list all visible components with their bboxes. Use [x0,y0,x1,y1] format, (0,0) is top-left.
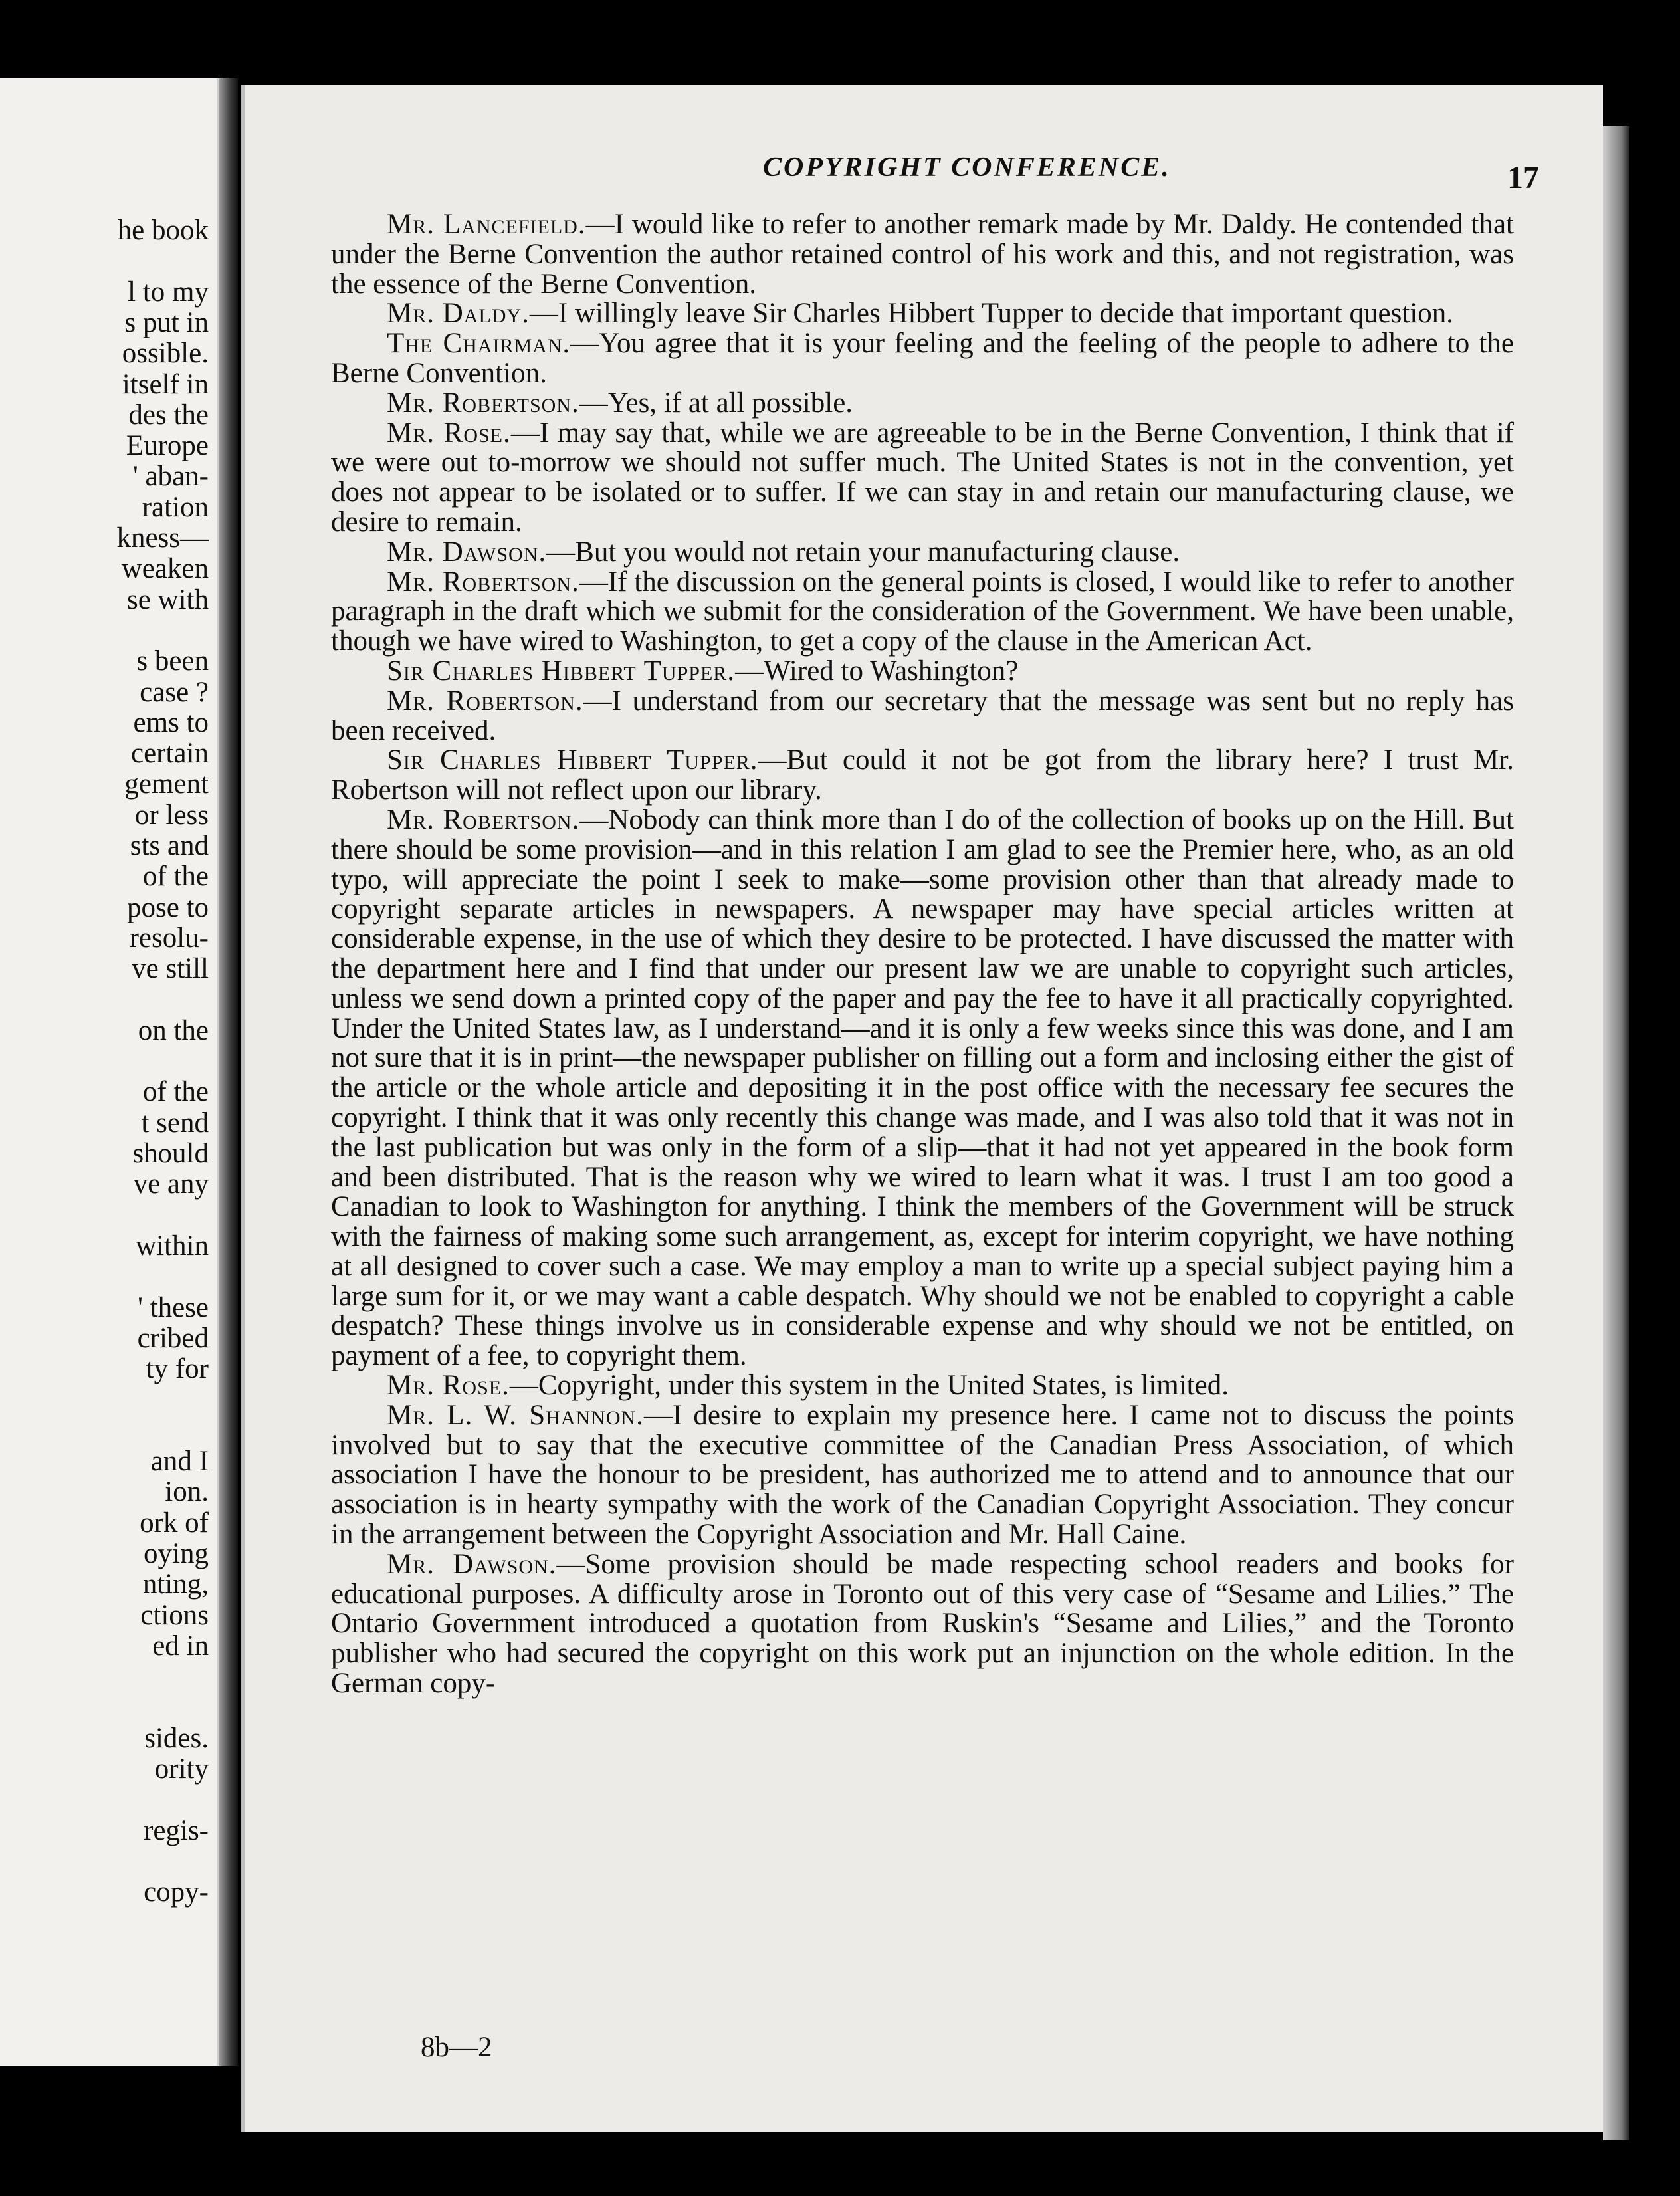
speech: —I understand from our secretary that the message was sent but no reply has been received. [331,685,1514,746]
left-page-fragment [0,78,219,2066]
left-page-line: should [132,1138,209,1169]
left-page-line: ' aban- [133,461,209,493]
speech: —Some provision should be made respecting school readers and books for educational purposes. A difficulty arose in Toronto out of this very case of “Sesame and Lilies.” The Ontario Government introduced a quotation from Ruskin's “Sesame and Lilies,” and the Toronto publisher who had secured the copyright on this work put an injunction on the whole edition. In the German copy- [331,1548,1514,1700]
left-page-line: ority [154,1753,209,1785]
left-page-line: ty for [146,1353,209,1385]
left-page-line: on the [138,1014,209,1046]
left-page-line: ' these [138,1291,209,1323]
speaker: Sir Charles Hibbert Tupper. [387,744,758,776]
left-page-line: sts and [130,830,209,861]
left-page-line: ve still [132,953,209,985]
body-text [331,210,1514,1699]
signature-mark: 8b—2 [421,2032,492,2063]
left-page-line: resolu- [129,922,209,954]
paragraph [331,1371,1514,1401]
running-head: COPYRIGHT CONFERENCE. [763,152,1171,183]
left-page-line: s been [136,645,209,677]
speech: —You agree that it is your feeling and the feeling of the people to adhere to the Berne Convention. [331,328,1514,389]
page-edge [1603,126,1629,2140]
paragraph [331,806,1514,1371]
left-page-line: gement [124,768,209,800]
left-page-line: itself in [122,368,209,400]
main-page [241,85,1603,2132]
paragraph [331,419,1514,538]
left-page-line: l to my [128,276,209,308]
paragraph [331,210,1514,299]
left-page-line: weaken [121,553,209,585]
page-number: 17 [1507,160,1539,195]
left-page-line: or less [134,799,209,831]
paragraph [331,329,1514,389]
speech: —But you would not retain your manufacturing clause. [546,536,1180,568]
paragraph [331,538,1514,568]
paragraph [331,299,1514,329]
speech: —I would like to refer to another remark made by Mr. Daldy. He contended that under the Berne Convention the author retained control of his work and this, and not registration, was the essence of the Berne Convention. [331,209,1514,300]
book-gutter [219,78,238,2066]
left-page-line: nting, [142,1569,209,1600]
paragraph [331,687,1514,746]
left-page-line: certain [131,738,209,770]
speaker: Mr. Rose. [387,417,511,449]
speech: —I may say that, while we are agreeable to be in the Berne Convention, I think that if we were out to-morrow we should not suffer much. The United States is not in the convention, yet does not appear to be isolated or to suffer. If we can stay in and retain our manufacturing clause, we desire to remain. [331,417,1514,538]
left-page-line: of the [142,1076,209,1108]
paragraph [331,568,1514,657]
speaker: Mr. L. W. Shannon. [387,1399,644,1431]
speech: —Yes, if at all possible. [579,387,853,419]
paragraph [331,1550,1514,1699]
left-page-line: ork of [140,1507,209,1539]
speech: —If the discussion on the general points is closed, I would like to refer to another paragraph in the draft which we submit for the consideration of the Government. We have been unable, though we have wired to Washington, to get a copy of the clause in the American Act. [331,566,1514,657]
left-page-line: ctions [140,1599,209,1631]
speech: —Nobody can think more than I do of the collection of books up on the Hill. But there should be some provision—and in this relation I am glad to see the Premier here, who, as an old typo, will appreciate the point I seek to make—some provision other than that already made to copyright separate articles in newspapers. A newspaper may have special articles written at considerable expense, in the use of which they desire to be protected. I have discussed the matter with the department here and I find that under our present law we are unable to copyright such articles, unless we send down a printed copy of the paper and pay the fee to have it all practically copyrighted. Under the United States law, as I understand—and it is only a few weeks since this was done, and I am not sure that it is in print—the newspaper publisher on filling out a form and inclosing either the gist of the article or the whole article and depositing it in the post office with the necessary fee secures the copyright. I think that it was only recently this change was made, and I was also told that it was not in the last publication but was only in the form of a slip—that it had not yet appeared in the book form and been distributed. That is the reason why we wired to learn what it was. I trust I am too good a Canadian to look to Washington for anything. I think the members of the Government will be struck with the fairness of making some such arrangement, as, except for interim copyright, we have nothing at all designed to cover such a case. We may employ a man to write up a special subject paying him a large sum for it, or we may want a cable despatch. Why should we not be enabled to copyright a cable despatch? These things involve us in considerable expense and why should we not be entitled, on payment of a fee, to copyright them. [331,804,1514,1372]
left-page-line: kness— [116,522,209,554]
speaker: Mr. Robertson. [387,685,583,716]
left-page-line: ems to [133,707,209,738]
left-page-line: ration [142,491,209,523]
speaker: Mr. Daldy. [387,298,530,330]
speech: —I willingly leave Sir Charles Hibbert Tupper to decide that important question. [529,298,1453,330]
left-page-line: sides. [144,1722,209,1754]
left-page-line: pose to [126,891,209,923]
speaker: Mr. Robertson. [387,387,579,419]
speaker: Mr. Lancefield. [387,209,586,240]
left-page-line: ossible. [122,338,209,370]
speaker: Mr. Robertson. [387,566,579,598]
speech: —Wired to Washington? [735,655,1019,687]
left-page-line: case ? [140,676,209,708]
left-page-line: oying [144,1537,209,1569]
left-page-line: cribed [137,1322,209,1354]
speaker: Mr. Robertson. [387,804,580,835]
left-page-line: and I [150,1446,209,1477]
paragraph [331,389,1514,419]
left-page-line: s put in [124,306,209,338]
left-page-line: ed in [152,1630,209,1662]
paragraph [331,1401,1514,1550]
speaker: Mr. Dawson. [387,536,547,568]
paragraph [331,746,1514,806]
speech: —But could it not be got from the library here? I trust Mr. Robertson will not reflect upon our library. [331,744,1514,806]
left-page-line: ion. [165,1476,209,1508]
speech: —Copyright, under this system in the United States, is limited. [509,1370,1229,1402]
speaker: Sir Charles Hibbert Tupper. [387,655,736,687]
left-page-line: se with [126,584,209,615]
left-page-line: within [136,1230,209,1262]
speech: —I desire to explain my presence here. I came not to discuss the points involved but to say that the executive committee of the Canadian Press Association, of which association I have the honour to be president, has authorized me to attend and to announce that our association is in hearty sympathy with the work of the Canadian Copyright Association. They concur in the arrangement between the Copyright Association and Mr. Hall Caine. [331,1399,1514,1551]
left-page-line: t send [141,1107,209,1139]
speaker: Mr. Dawson. [387,1548,557,1580]
left-page-line: Europe [126,430,209,462]
speaker: Mr. Rose. [387,1370,510,1402]
left-page-line: of the [142,861,209,893]
left-page-line: copy- [144,1876,209,1908]
left-page-line: ve any [133,1168,209,1200]
left-page-line: he book [117,215,209,246]
left-page-line: des the [128,399,209,431]
paragraph [331,657,1514,687]
speaker: The Chairman. [387,328,571,360]
left-page-line: regis- [144,1814,209,1846]
